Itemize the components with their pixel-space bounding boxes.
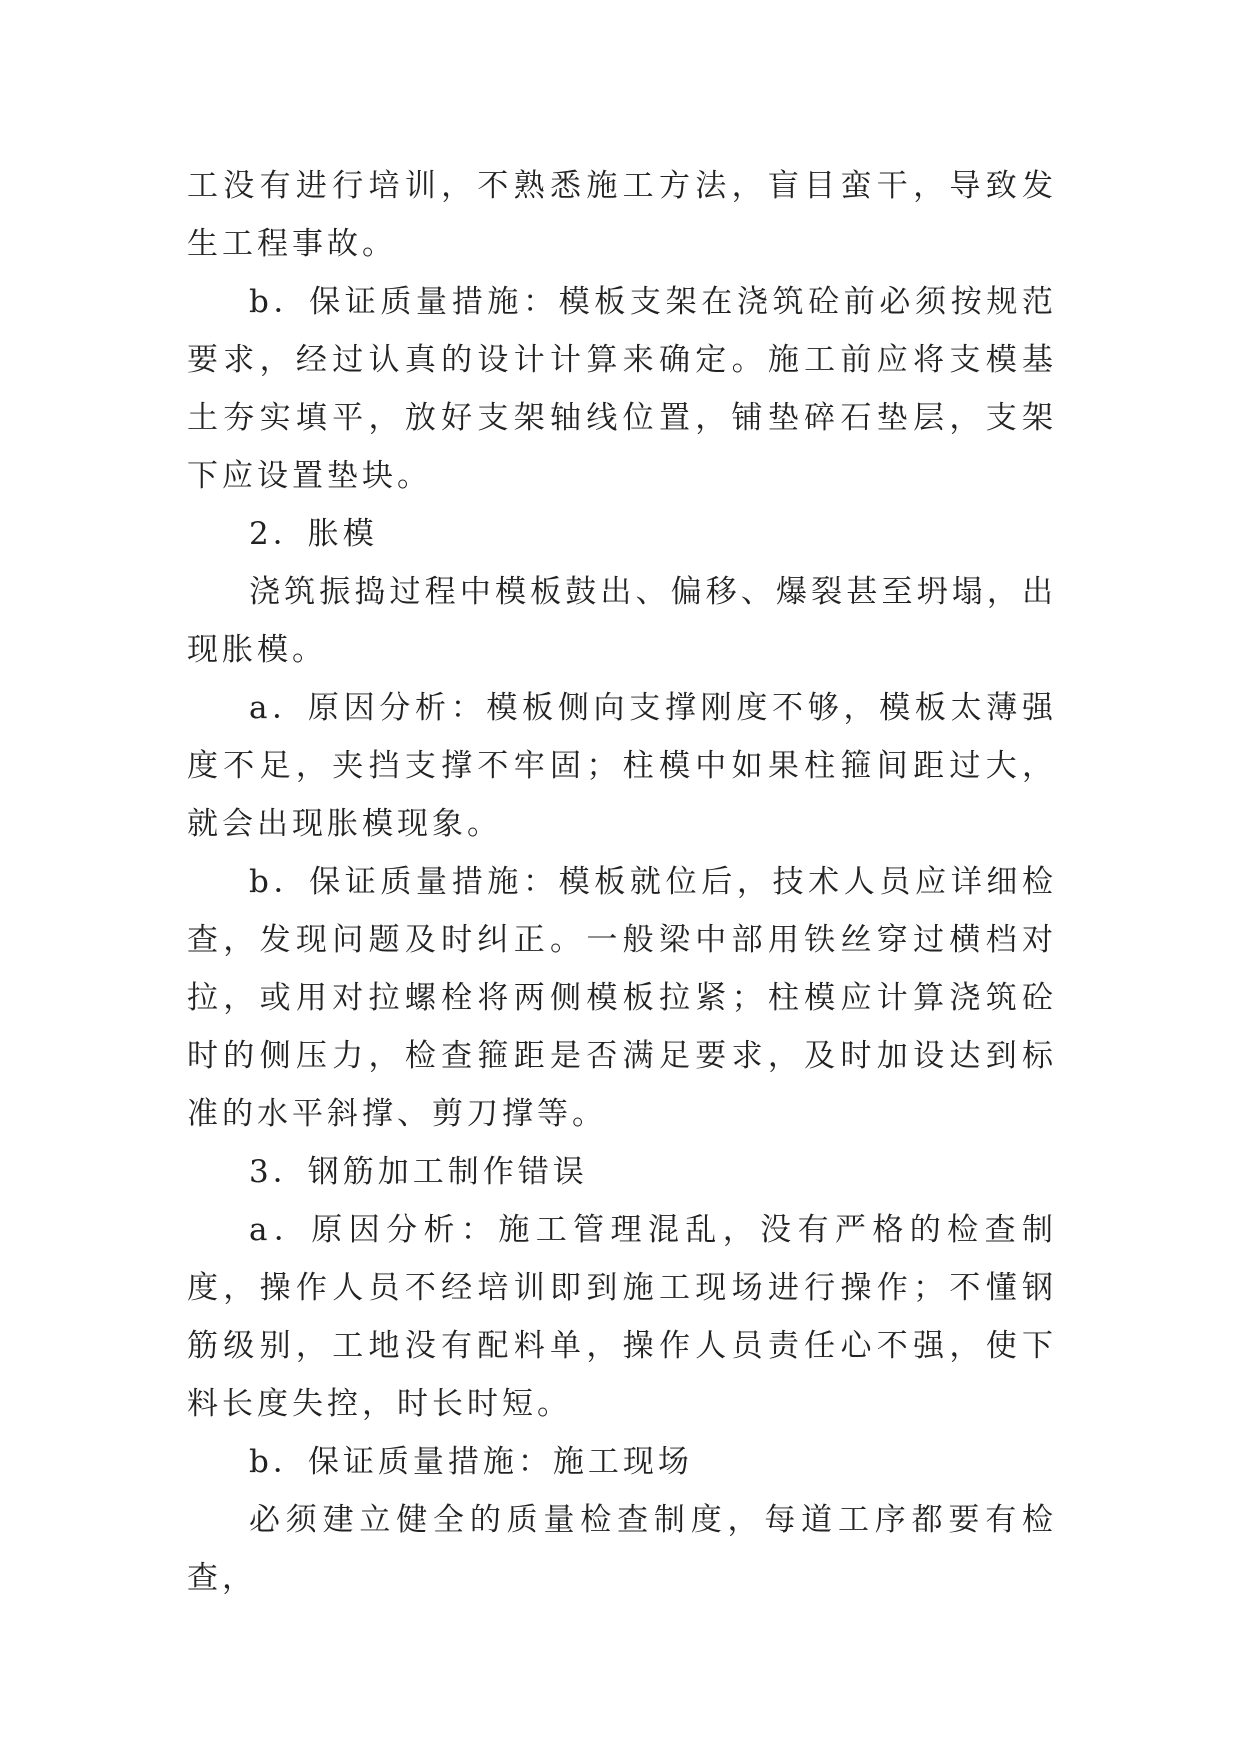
paragraph: b．保证质量措施：模板支架在浇筑砼前必须按规范要求，经过认真的设计计算来确定。施工前应将支模基土夯实填平，放好支架轴线位置，铺垫碎石垫层，支架下应设置垫块。 bbox=[187, 284, 1057, 494]
paragraph: a．原因分析：模板侧向支撑刚度不够，模板太薄强度不足，夹挡支撑不牢固；柱模中如果柱箍间距过大，就会出现胀模现象。 bbox=[187, 690, 1057, 842]
document-body bbox=[187, 157, 1057, 1607]
paragraph: a．原因分析：施工管理混乱，没有严格的检查制度，操作人员不经培训即到施工现场进行操作；不懂钢筋级别，工地没有配料单，操作人员责任心不强，使下料长度失控，时长时短。 bbox=[187, 1212, 1057, 1422]
section-heading: 2．胀模 bbox=[249, 516, 378, 552]
paragraph: 必须建立健全的质量检查制度，每道工序都要有检查， bbox=[187, 1502, 1057, 1596]
paragraph: b．保证质量措施：施工现场 bbox=[249, 1444, 693, 1480]
paragraph: 工没有进行培训，不熟悉施工方法，盲目蛮干，导致发生工程事故。 bbox=[187, 168, 1057, 262]
paragraph: 浇筑振捣过程中模板鼓出、偏移、爆裂甚至坍塌，出现胀模。 bbox=[187, 574, 1057, 668]
paragraph: b．保证质量措施：模板就位后，技术人员应详细检查，发现问题及时纠正。一般梁中部用铁丝穿过横档对拉，或用对拉螺栓将两侧模板拉紧；柱模应计算浇筑砼时的侧压力，检查箍距是否满足要求，及时加设达到标准的水平斜撑、剪刀撑等。 bbox=[187, 864, 1057, 1132]
section-heading: 3．钢筋加工制作错误 bbox=[249, 1154, 588, 1190]
